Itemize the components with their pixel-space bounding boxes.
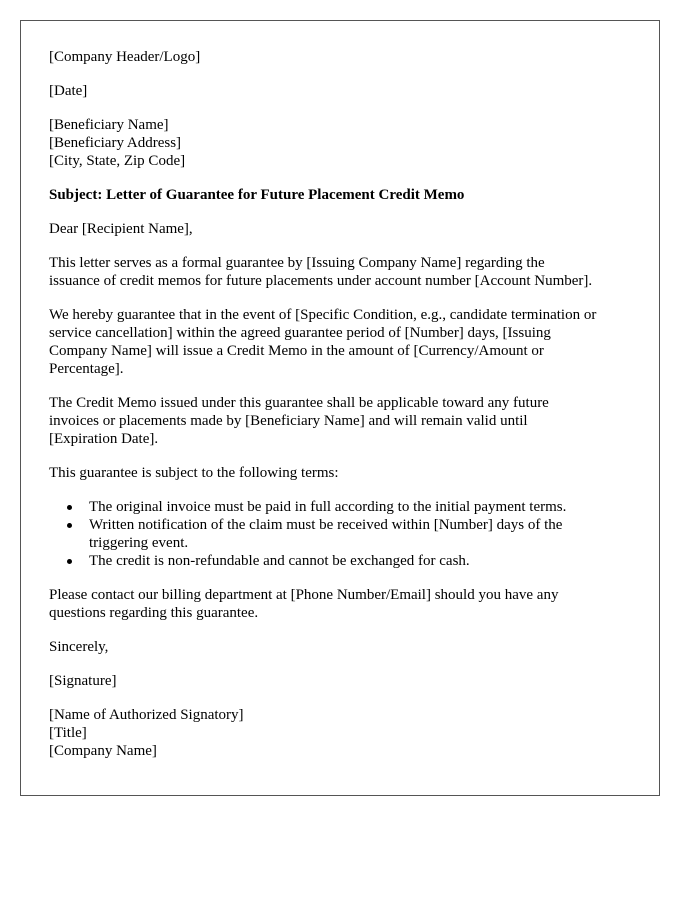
salutation-text: Dear [Recipient Name], bbox=[49, 221, 193, 237]
paragraph-line: Company Name] will issue a Credit Memo in the amount of [Currency/Amount or bbox=[49, 343, 544, 359]
signature bbox=[49, 672, 631, 690]
company-header bbox=[49, 48, 631, 66]
closing-text: Sincerely, bbox=[49, 639, 109, 655]
signatory-name: [Name of Authorized Signatory] bbox=[49, 707, 244, 723]
salutation bbox=[49, 220, 631, 238]
signatory-title: [Title] bbox=[49, 725, 87, 741]
paragraph-line: [Expiration Date]. bbox=[49, 431, 159, 447]
term-line: The original invoice must be paid in full according to the initial payment terms. bbox=[89, 499, 567, 515]
paragraph-line: This letter serves as a formal guarantee by [Issuing Company Name] regarding the bbox=[49, 255, 545, 271]
paragraph-line: invoices or placements made by [Beneficiary Name] and will remain valid until bbox=[49, 413, 528, 429]
letter-document bbox=[20, 20, 660, 796]
beneficiary-name: [Beneficiary Name] bbox=[49, 117, 169, 133]
signatory-block bbox=[49, 706, 631, 760]
paragraph-line: Percentage]. bbox=[49, 361, 124, 377]
terms-list bbox=[49, 498, 631, 570]
paragraph-line: issuance of credit memos for future placements under account number [Account Number]. bbox=[49, 273, 593, 289]
list-item bbox=[89, 516, 631, 552]
paragraph-line: questions regarding this guarantee. bbox=[49, 605, 259, 621]
term-line: Written notification of the claim must be received within [Number] days of the bbox=[89, 517, 563, 533]
term-line: The credit is non-refundable and cannot be exchanged for cash. bbox=[89, 553, 470, 569]
subject-line bbox=[49, 186, 631, 204]
body-paragraph-guarantee bbox=[49, 306, 631, 378]
body-paragraph-applicability bbox=[49, 394, 631, 448]
list-item bbox=[89, 498, 631, 516]
signature-text: [Signature] bbox=[49, 673, 117, 689]
subject-text: Subject: Letter of Guarantee for Future Placement Credit Memo bbox=[49, 187, 465, 203]
beneficiary-address: [Beneficiary Address] bbox=[49, 135, 182, 151]
signatory-company: [Company Name] bbox=[49, 743, 157, 759]
term-line: triggering event. bbox=[89, 535, 189, 551]
beneficiary-block bbox=[49, 116, 631, 170]
beneficiary-city-state-zip: [City, State, Zip Code] bbox=[49, 153, 186, 169]
closing bbox=[49, 638, 631, 656]
date-text: [Date] bbox=[49, 83, 88, 99]
body-paragraph-intro bbox=[49, 254, 631, 290]
paragraph-line: Please contact our billing department at [Phone Number/Email] should you have any bbox=[49, 587, 559, 603]
list-item bbox=[89, 552, 631, 570]
body-paragraph-terms-intro bbox=[49, 464, 631, 482]
company-header-text: [Company Header/Logo] bbox=[49, 49, 201, 65]
contact-paragraph bbox=[49, 586, 631, 622]
paragraph-line: We hereby guarantee that in the event of [Specific Condition, e.g., candidate termination or bbox=[49, 307, 597, 323]
paragraph-line: service cancellation] within the agreed guarantee period of [Number] days, [Issuing bbox=[49, 325, 551, 341]
paragraph-line: This guarantee is subject to the following terms: bbox=[49, 465, 339, 481]
letter-date bbox=[49, 82, 631, 100]
paragraph-line: The Credit Memo issued under this guarantee shall be applicable toward any future bbox=[49, 395, 549, 411]
